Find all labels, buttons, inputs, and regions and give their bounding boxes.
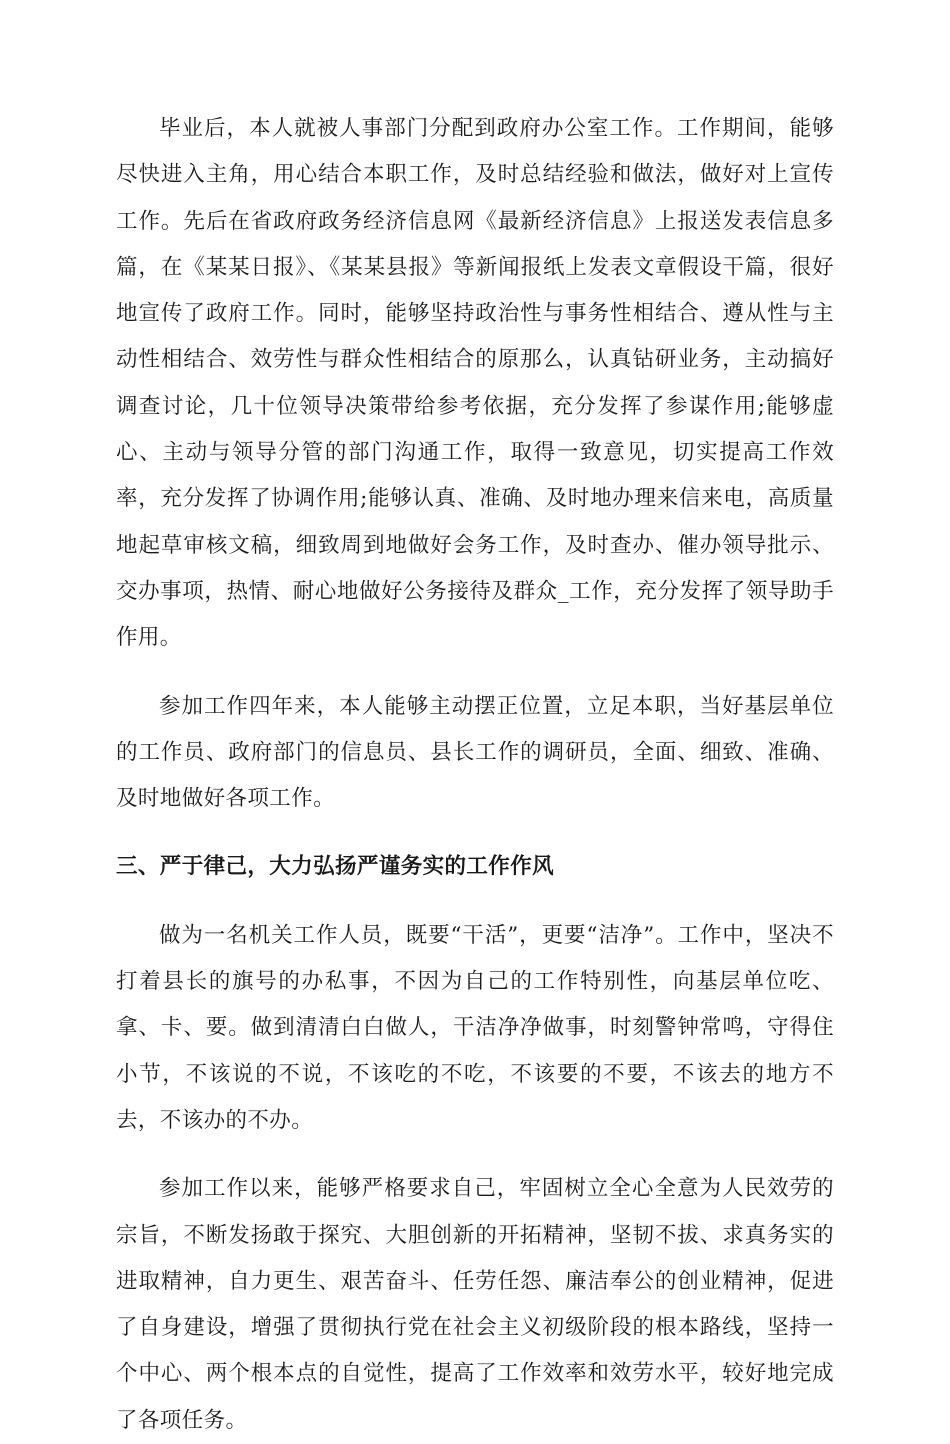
document-body	[116, 106, 834, 1444]
paragraph-integrity: 做为一名机关工作人员，既要“干活”，更要“洁净”。工作中，坚决不打着县长的旗号的办私事，不因为自己的工作特别性，向基层单位吃、拿、卡、要。做到清清白白做人，干洁净净做事，时刻警钟常鸣，守得住小节，不该说的不说，不该吃的不吃，不该要的不要，不该去的地方不去，不该办的不办。	[116, 922, 834, 1133]
section-heading-3: 三、严于律己，大力弘扬严谨务实的工作作风	[116, 854, 555, 880]
paragraph-spacer	[116, 1144, 834, 1166]
paragraph-self-discipline: 参加工作以来，能够严格要求自己，牢固树立全心全意为人民效劳的宗旨，不断发扬敢于探究、大胆创新的开拓精神，坚韧不拔、求真务实的进取精神，自力更生、艰苦奋斗、任劳任怨、廉洁奉公的创业精神，促进了自身建设，增强了贯彻执行党在社会主义初级阶段的根本路线，坚持一个中心、两个根本点的自觉性，提高了工作效率和效劳水平，较好地完成了各项任务。	[116, 1176, 834, 1433]
paragraph-spacer	[116, 662, 834, 684]
paragraph-office-work: 毕业后，本人就被人事部门分配到政府办公室工作。工作期间，能够尽快进入主角，用心结合本职工作，及时总结经验和做法，做好对上宣传工作。先后在省政府政务经济信息网《最新经济信息》上报送发表信息多篇，在《某某日报》、《某某县报》等新闻报纸上发表文章假设干篇，很好地宣传了政府工作。同时，能够坚持政治性与事务性相结合、遵从性与主动性相结合、效劳性与群众性相结合的原那么，认真钻研业务，主动搞好调查讨论，几十位领导决策带给参考依据，充分发挥了参谋作用;能够虚心、主动与领导分管的部门沟通工作，取得一致意见，切实提高工作效率，充分发挥了协调作用;能够认真、准确、及时地办理来信来电，高质量地起草审核文稿，细致周到地做好会务工作，及时查办、催办领导批示、交办事项，热情、耐心地做好公务接待及群众_工作，充分发挥了领导助手作用。	[116, 116, 834, 651]
paragraph-four-years: 参加工作四年来，本人能够主动摆正位置，立足本职，当好基层单位的工作员、政府部门的信息员、县长工作的调研员，全面、细致、准确、及时地做好各项工作。	[116, 693, 834, 812]
paragraph-spacer	[116, 822, 834, 844]
paragraph-spacer	[116, 891, 834, 913]
